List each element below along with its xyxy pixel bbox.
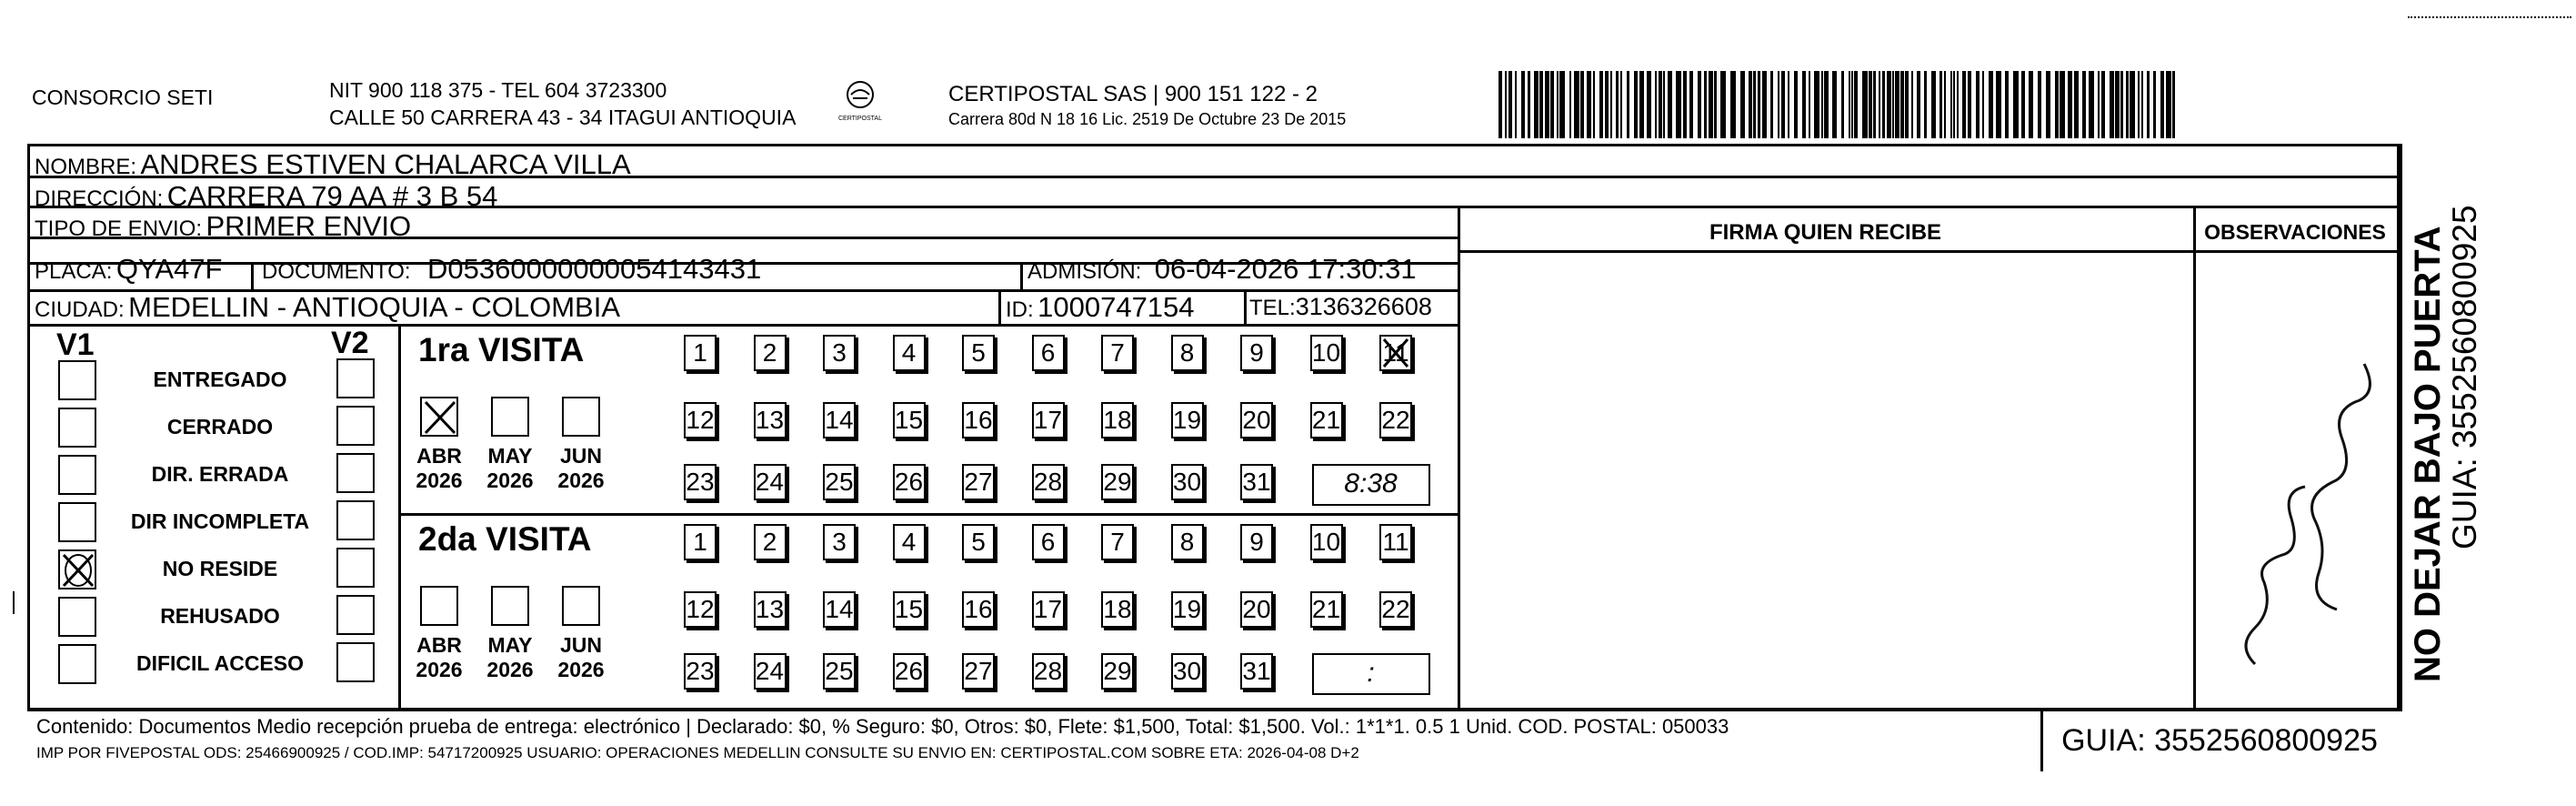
visit1-day-box[interactable]: 9 <box>1240 335 1273 371</box>
month-name: JUN <box>559 444 602 468</box>
barcode-bar <box>1940 71 1942 138</box>
logo-text: CERTIPOSTAL <box>838 116 882 122</box>
visit1-day-box[interactable]: 3 <box>823 335 856 371</box>
nit-line: NIT 900 118 375 - TEL 604 3723300 <box>329 78 667 102</box>
visit1-day-box[interactable]: 12 <box>684 402 717 438</box>
certipostal-line: CERTIPOSTAL SAS | 900 151 122 - 2 <box>948 82 1318 106</box>
barcode-bar <box>1887 71 1891 138</box>
handwriting-signature-icon <box>2200 264 2395 700</box>
barcode-bar <box>1841 71 1844 138</box>
visit2-day-box[interactable]: 27 <box>962 653 995 690</box>
documento-value: D05360000000054143431 <box>427 253 762 285</box>
month-name: MAY <box>487 444 533 468</box>
barcode-bar <box>1849 71 1850 138</box>
barcode-bar <box>2038 71 2041 138</box>
admision-field <box>1027 253 1417 286</box>
observaciones-header: OBSERVACIONES <box>2204 220 2386 244</box>
v2-checkbox-dir-incompleta[interactable] <box>336 500 375 540</box>
firma-header: FIRMA QUIEN RECIBE <box>1709 220 1942 245</box>
barcode-bar <box>1892 71 1894 138</box>
barcode-bar <box>1770 71 1773 138</box>
v1-checkbox-cerrado[interactable] <box>58 408 96 448</box>
barcode-bar <box>1668 71 1672 138</box>
barcode-bar <box>1655 71 1657 138</box>
address-line: CALLE 50 CARRERA 43 - 34 ITAGUI ANTIOQUIA <box>329 106 797 129</box>
barcode-bar <box>1962 71 1966 138</box>
visit2-month-label <box>549 633 613 682</box>
visit2-day-box[interactable]: 30 <box>1171 653 1204 690</box>
visit1-day-box[interactable]: 17 <box>1032 402 1065 438</box>
barcode-bar <box>1676 71 1681 138</box>
placa-label: PLACA: <box>35 259 113 284</box>
barcode-bar <box>1557 71 1559 138</box>
barcode-bar <box>1924 71 1927 138</box>
month-year: 2026 <box>416 468 463 492</box>
barcode-bar <box>1758 71 1760 138</box>
barcode-bar <box>1950 71 1952 138</box>
visit1-month-checkbox[interactable] <box>491 397 529 437</box>
checkbox-x-icon <box>60 551 96 589</box>
visit1-title: 1ra VISITA <box>418 331 585 368</box>
barcode-bar <box>1528 71 1530 138</box>
visit1-day-box[interactable]: 31 <box>1240 464 1273 500</box>
visit1-day-box[interactable]: 29 <box>1101 464 1134 500</box>
barcode-bar <box>2160 71 2164 138</box>
visit1-month-checkbox[interactable] <box>420 397 458 437</box>
barcode-bar <box>1545 71 1549 138</box>
visit2-day-box[interactable]: 20 <box>1240 591 1273 628</box>
visit2-month-label <box>407 633 471 682</box>
barcode-bar <box>2060 71 2065 138</box>
barcode-bar <box>1917 71 1920 138</box>
certipostal-logo-icon <box>842 80 878 111</box>
visit1-day-box[interactable]: 24 <box>754 464 787 500</box>
barcode-bar <box>1851 71 1853 138</box>
barcode-bar <box>1976 71 1980 138</box>
barcode-bar <box>1498 71 1502 138</box>
barcode-bar <box>1781 71 1785 138</box>
barcode-bar <box>1659 71 1662 138</box>
status-label: ENTREGADO <box>153 368 287 391</box>
status-label: DIR. ERRADA <box>151 462 289 486</box>
visit2-day-box[interactable]: 6 <box>1032 524 1065 560</box>
visit1-day-box[interactable]: 19 <box>1171 402 1204 438</box>
barcode-bar <box>1634 71 1638 138</box>
v2-label: V2 <box>331 326 369 360</box>
visit1-day-box[interactable]: 27 <box>962 464 995 500</box>
visit2-day-box[interactable]: 17 <box>1032 591 1065 628</box>
certipostal-logo <box>833 80 887 126</box>
status-label: NO RESIDE <box>162 557 278 580</box>
visit1-time-box[interactable]: 8:38 <box>1312 464 1430 506</box>
barcode-bar <box>2130 71 2135 138</box>
v1-checkbox-dir-errada[interactable] <box>58 455 96 495</box>
visit2-day-box[interactable]: 15 <box>893 591 926 628</box>
documento-label: DOCUMENTO: <box>262 259 411 284</box>
visit2-day-box[interactable]: 23 <box>684 653 717 690</box>
barcode-bar <box>1620 71 1622 138</box>
barcode-bar <box>1559 71 1565 138</box>
visit2-day-box[interactable]: 13 <box>754 591 787 628</box>
visit2-day-box[interactable]: 14 <box>823 591 856 628</box>
nombre-label: NOMBRE: <box>35 155 137 179</box>
barcode-bar <box>1753 71 1756 138</box>
barcode <box>1498 71 2180 138</box>
v2-checkbox-cerrado[interactable] <box>336 406 375 446</box>
barcode-bar <box>1895 71 1899 138</box>
no-dejar-bajo-puerta: NO DEJAR BAJO PUERTA <box>2408 226 2448 682</box>
barcode-bar <box>1809 71 1810 138</box>
placa-field <box>35 253 222 286</box>
barcode-bar <box>1550 71 1554 138</box>
visit1-month-checkbox[interactable] <box>562 397 600 437</box>
barcode-bar <box>2147 71 2150 138</box>
tel-field <box>1249 293 1432 321</box>
month-year: 2026 <box>486 658 534 681</box>
barcode-bar <box>2046 71 2050 138</box>
barcode-bar <box>1989 71 1993 138</box>
visit2-day-box[interactable]: 11 <box>1379 524 1412 560</box>
visit2-day-box[interactable]: 10 <box>1310 524 1343 560</box>
id-label: ID: <box>1006 297 1034 322</box>
barcode-bar <box>1900 71 1904 138</box>
barcode-bar <box>1911 71 1913 138</box>
barcode-bar <box>1639 71 1644 138</box>
barcode-bar <box>1515 71 1517 138</box>
barcode-bar <box>2110 71 2114 138</box>
imp-line: IMP POR FIVEPOSTAL ODS: 25466900925 / COD.IMP: 54717200925 USUARIO: OPERACIONES MEDELLIN CONSULTE SU ENVIO EN: CERTIPOSTAL.COM SOBRE ETA: 2026-04-08 D+2 <box>36 744 1359 761</box>
barcode-bar <box>1616 71 1619 138</box>
tel-value: 3136326608 <box>1295 293 1432 320</box>
v2-checkbox-entregado[interactable] <box>336 358 375 398</box>
barcode-bar <box>1788 71 1789 138</box>
direccion-value: CARRERA 79 AA # 3 B 54 <box>166 180 498 212</box>
visit2-day-box[interactable]: 1 <box>684 524 717 560</box>
barcode-bar <box>2101 71 2105 138</box>
barcode-bar <box>1873 71 1876 138</box>
month-year: 2026 <box>557 658 605 681</box>
visit1-day-box[interactable]: 18 <box>1101 402 1134 438</box>
status-label: DIR INCOMPLETA <box>130 509 310 533</box>
visit1-day-box[interactable]: 21 <box>1310 402 1343 438</box>
status-label: CERRADO <box>166 415 274 438</box>
barcode-bar <box>2126 71 2129 138</box>
visit2-day-box[interactable]: 9 <box>1240 524 1273 560</box>
barcode-bar <box>1740 71 1745 138</box>
visit1-day-box[interactable]: 13 <box>754 402 787 438</box>
visit1-day-box[interactable]: 30 <box>1171 464 1204 500</box>
visit2-day-box[interactable]: 26 <box>893 653 926 690</box>
observaciones-handwriting <box>2200 264 2395 700</box>
nombre-value: ANDRES ESTIVEN CHALARCA VILLA <box>140 148 631 180</box>
direccion-label: DIRECCIÓN: <box>35 186 164 211</box>
ciudad-value: MEDELLIN - ANTIOQUIA - COLOMBIA <box>128 291 621 323</box>
id-value: 1000747154 <box>1037 291 1195 323</box>
tipo-envio-field <box>35 210 411 243</box>
tipo-envio-label: TIPO DE ENVIO: <box>35 217 203 241</box>
visit1-day-box[interactable]: 15 <box>893 402 926 438</box>
visit2-month-checkbox[interactable] <box>491 586 529 626</box>
visit1-day-box[interactable]: 16 <box>962 402 995 438</box>
visit2-day-box[interactable]: 21 <box>1310 591 1343 628</box>
barcode-bar <box>1944 71 1946 138</box>
visit2-month-checkbox[interactable] <box>562 586 600 626</box>
visit1-day-box[interactable]: 25 <box>823 464 856 500</box>
barcode-bar <box>2055 71 2059 138</box>
barcode-bar <box>2089 71 2094 138</box>
barcode-bar <box>1580 71 1584 138</box>
barcode-bar <box>1505 71 1507 138</box>
documento-field <box>262 253 761 286</box>
barcode-bar <box>1879 71 1880 138</box>
month-name: JUN <box>559 633 602 657</box>
ciudad-label: CIUDAD: <box>35 297 125 322</box>
barcode-graphic <box>1498 71 2180 138</box>
visit2-day-box[interactable]: 31 <box>1240 653 1273 690</box>
visit2-month-label <box>478 633 542 682</box>
barcode-bar <box>2074 71 2079 138</box>
barcode-bar <box>1953 71 1955 138</box>
month-year: 2026 <box>416 658 463 681</box>
v1-checkbox-rehusado[interactable] <box>58 597 96 637</box>
visit2-day-box[interactable]: 18 <box>1101 591 1134 628</box>
month-name: ABR <box>416 633 462 657</box>
status-label: REHUSADO <box>160 604 280 628</box>
barcode-bar <box>1862 71 1868 138</box>
barcode-bar <box>1882 71 1885 138</box>
barcode-bar <box>2138 71 2140 138</box>
visit1-day-box[interactable]: 7 <box>1101 335 1134 371</box>
barcode-bar <box>1814 71 1819 138</box>
barcode-bar <box>1762 71 1767 138</box>
barcode-bar <box>1730 71 1736 138</box>
visit2-day-box[interactable]: 7 <box>1101 524 1134 560</box>
visit1-day-box[interactable]: 28 <box>1032 464 1065 500</box>
v2-checkbox-dificil-acceso[interactable] <box>336 642 375 682</box>
barcode-bar <box>1683 71 1687 138</box>
barcode-bar <box>1704 71 1707 138</box>
guia-footer: GUIA: 3552560800925 <box>2061 723 2378 758</box>
month-year: 2026 <box>557 468 605 492</box>
direccion-field <box>35 180 497 213</box>
visit2-month-checkbox[interactable] <box>420 586 458 626</box>
barcode-bar <box>1749 71 1752 138</box>
contenido-line: Contenido: Documentos Medio recepción prueba de entrega: electrónico | Declarado: $0, % Seguro: $0, Otros: $0, Flete: $1,500, Total: $1,500. Vol.: 1*1*1. 0.5 1 Unid. COD. POSTAL: 050033 <box>36 715 1729 738</box>
barcode-bar <box>1778 71 1779 138</box>
barcode-bar <box>1647 71 1651 138</box>
barcode-bar <box>1574 71 1579 138</box>
visit1-day-box[interactable]: 5 <box>962 335 995 371</box>
visit2-day-box[interactable]: 16 <box>962 591 995 628</box>
barcode-bar <box>1663 71 1665 138</box>
visit1-month-label <box>478 444 542 493</box>
visit1-day-box[interactable]: 23 <box>684 464 717 500</box>
side-guia: GUIA: 3552560800925 <box>2446 205 2483 549</box>
visit1-day-box[interactable]: 14 <box>823 402 856 438</box>
barcode-bar <box>1610 71 1612 138</box>
v2-checkbox-dir-errada[interactable] <box>336 453 375 493</box>
visit2-title: 2da VISITA <box>418 520 592 558</box>
v2-checkbox-rehusado[interactable] <box>336 595 375 635</box>
visit2-day-box[interactable]: 3 <box>823 524 856 560</box>
barcode-bar <box>2021 71 2025 138</box>
company-name: CONSORCIO SETI <box>32 86 214 109</box>
status-label: DIFICIL ACCESO <box>135 651 304 675</box>
visit1-day-box[interactable]: 22 <box>1379 402 1412 438</box>
barcode-bar <box>1599 71 1603 138</box>
visit2-day-box[interactable]: 24 <box>754 653 787 690</box>
admision-value: 06-04-2026 17:30:31 <box>1154 253 1417 285</box>
barcode-bar <box>1802 71 1806 138</box>
visit1-day-box[interactable]: 2 <box>754 335 787 371</box>
visit2-day-box[interactable]: 4 <box>893 524 926 560</box>
visit1-month-label <box>549 444 613 493</box>
barcode-bar <box>1593 71 1595 138</box>
month-name: ABR <box>416 444 462 468</box>
barcode-bar <box>1854 71 1858 138</box>
barcode-bar <box>1698 71 1701 138</box>
visit1-day-box[interactable]: 6 <box>1032 335 1065 371</box>
barcode-bar <box>1521 71 1525 138</box>
placa-value: QYA47F <box>115 253 223 285</box>
barcode-bar <box>1714 71 1717 138</box>
visit2-day-box[interactable]: 22 <box>1379 591 1412 628</box>
barcode-bar <box>1968 71 1971 138</box>
v1-checkbox-no-reside[interactable] <box>58 549 96 589</box>
barcode-bar <box>1720 71 1726 138</box>
barcode-bar <box>1794 71 1798 138</box>
barcode-bar <box>1905 71 1909 138</box>
visit2-day-box[interactable]: 2 <box>754 524 787 560</box>
barcode-bar <box>1982 71 1984 138</box>
corner-dots <box>2408 16 2571 20</box>
admision-label: ADMISIÓN: <box>1027 259 1142 284</box>
tipo-envio-value: PRIMER ENVIO <box>205 210 412 242</box>
v1-checkbox-dir-incompleta[interactable] <box>58 502 96 542</box>
checkbox-x-icon <box>422 398 458 437</box>
visit2-day-box[interactable]: 25 <box>823 653 856 690</box>
month-year: 2026 <box>486 468 534 492</box>
barcode-bar <box>1539 71 1543 138</box>
barcode-bar <box>1957 71 1959 138</box>
barcode-bar <box>1627 71 1629 138</box>
barcode-bar <box>1569 71 1571 138</box>
barcode-bar <box>1931 71 1936 138</box>
visit2-day-box[interactable]: 19 <box>1171 591 1204 628</box>
tel-label: TEL: <box>1249 296 1296 320</box>
visit1-day-box[interactable]: 11 <box>1379 335 1412 371</box>
barcode-bar <box>1509 71 1512 138</box>
visit2-time-box[interactable]: : <box>1312 653 1430 695</box>
visit2-day-box[interactable]: 8 <box>1171 524 1204 560</box>
visit1-day-box[interactable]: 8 <box>1171 335 1204 371</box>
barcode-bar <box>2068 71 2072 138</box>
barcode-bar <box>1824 71 1829 138</box>
barcode-bar <box>2013 71 2019 138</box>
nombre-field <box>35 148 631 181</box>
v2-checkbox-no-reside[interactable] <box>336 548 375 588</box>
barcode-bar <box>1832 71 1837 138</box>
license-line: Carrera 80d N 18 16 Lic. 2519 De Octubre 23 De 2015 <box>948 110 1347 128</box>
barcode-bar <box>2082 71 2086 138</box>
visit1-month-label <box>407 444 471 493</box>
barcode-bar <box>2029 71 2033 138</box>
visit1-day-box[interactable]: 1 <box>684 335 717 371</box>
visit1-day-box[interactable]: 26 <box>893 464 926 500</box>
barcode-bar <box>1869 71 1872 138</box>
barcode-bar <box>2005 71 2009 138</box>
visit2-day-box[interactable]: 5 <box>962 524 995 560</box>
v1-label: V1 <box>56 327 95 362</box>
v1-checkbox-dificil-acceso[interactable] <box>58 644 96 684</box>
id-field <box>1006 291 1195 324</box>
visit1-day-box[interactable]: 10 <box>1310 335 1343 371</box>
barcode-bar <box>1534 71 1539 138</box>
barcode-bar <box>2115 71 2120 138</box>
barcode-bar <box>2098 71 2100 138</box>
margin-tick <box>13 591 15 614</box>
month-name: MAY <box>487 633 533 657</box>
barcode-bar <box>1709 71 1713 138</box>
v1-checkbox-entregado[interactable] <box>58 360 96 400</box>
barcode-bar <box>2166 71 2171 138</box>
barcode-bar <box>1996 71 2001 138</box>
barcode-bar <box>2172 71 2175 138</box>
barcode-bar <box>2153 71 2156 138</box>
ciudad-field <box>35 291 620 324</box>
visit2-day-box[interactable]: 29 <box>1101 653 1134 690</box>
visit2-day-box[interactable]: 28 <box>1032 653 1065 690</box>
barcode-bar <box>2120 71 2123 138</box>
visit2-day-box[interactable]: 12 <box>684 591 717 628</box>
barcode-bar <box>1689 71 1693 138</box>
visit1-day-box[interactable]: 4 <box>893 335 926 371</box>
barcode-bar <box>1587 71 1591 138</box>
barcode-bar <box>1605 71 1609 138</box>
visit1-day-box[interactable]: 20 <box>1240 402 1273 438</box>
barcode-bar <box>1821 71 1823 138</box>
barcode-bar <box>2141 71 2143 138</box>
